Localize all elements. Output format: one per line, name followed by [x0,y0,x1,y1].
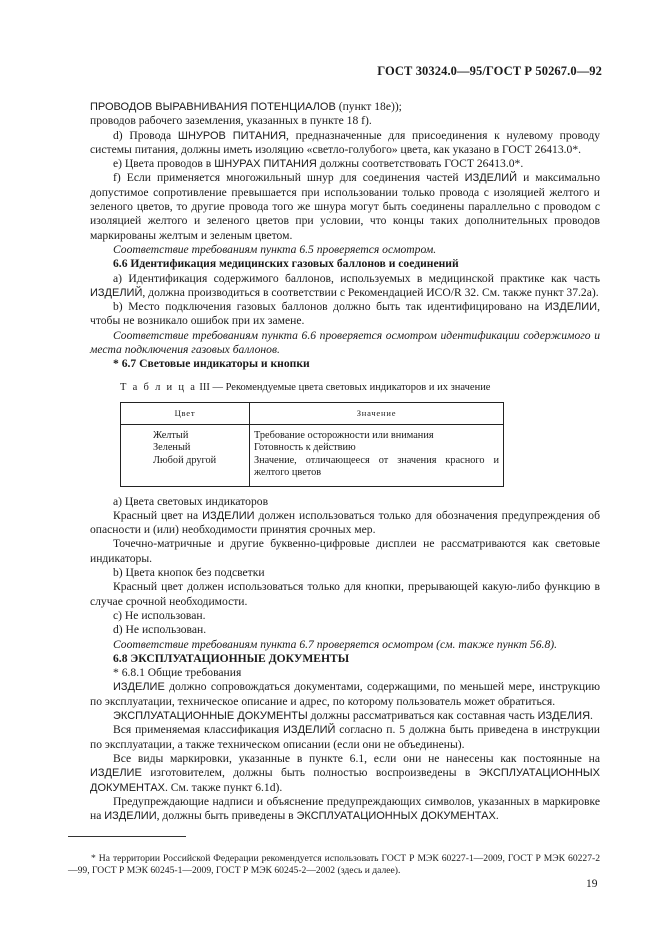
table-header-meaning: Значение [250,402,504,424]
compliance-6-5: Соответствие требованиям пункта 6.5 проверяется осмотром. [113,242,437,256]
paragraph-6-7-b: b) Цвета кнопок без подсветки [113,566,265,580]
caps-term: ИЗДЕЛИЙ [90,286,143,299]
footnote-divider [68,836,186,837]
caps-term: ШНУРОВ ПИТАНИЯ [177,129,287,142]
paragraph-markings: Все виды маркировки, указанные в пункте 6.1, если они не нанесены как постоянные на ИЗДЕЛИЕ изготовителем, должны быть полностью воспроизведены в ЭКСПЛУАТАЦИОННЫХ ДОКУМЕНТАХ. См. также пункт 6.1d). [90,751,600,794]
caps-term: ИЗДЕЛИИ [544,301,598,314]
paragraph-dot-matrix: Точечно-матричные и другие буквенно-цифровые дисплеи не рассматриваются как световые индикаторы. [90,537,600,565]
paragraph-docs-required: ИЗДЕЛИЕ должно сопровождаться документами, содержащими, по меньшей мере, инструкцию по эксплуатации, техническое описание и адрес, по которому пользователь может обратиться. [90,680,600,708]
table-row [121,424,504,486]
paragraph-6-7-d: d) Не использован. [113,623,207,637]
paragraph-6-6-a: a) Идентификация содержимого баллонов, используемых в медицинской практике как часть ИЗДЕЛИЙ, должна производиться в соответствии с Рекомендацией ИСО/R 32. См. также пункт 37.2a). [90,271,600,299]
table-cell-meanings [250,424,504,486]
table-header-color: Цвет [121,402,250,424]
paragraph-grounding: проводов рабочего заземления, указанных в пункте 18 f). [90,114,372,128]
caps-term: ЭКСПЛУАТАЦИОННЫХ ДОКУМЕНТАХ [296,810,496,823]
paragraph-classification: Вся применяемая классификация ИЗДЕЛИЙ согласно п. 5 должна быть приведена в инструкции по эксплуатации, а также техническом описании (если они не объединены). [90,723,600,751]
caps-term: ПРОВОДОВ ВЫРАВНИВАНИЯ ПОТЕНЦИАЛОВ [90,101,336,113]
compliance-6-7: Соответствие требованиям пункта 6.7 проверяется осмотром (см. также пункт 56.8). [113,637,558,651]
color-green: Зеленый [153,442,191,454]
document-body [90,100,600,823]
color-other: Любой другой [153,454,217,466]
caps-term: ЭКСПЛУАТАЦИОННЫЕ ДОКУМЕНТЫ [113,710,308,723]
table-cell-colors [121,424,250,486]
paragraph-docs-part: ЭКСПЛУАТАЦИОННЫЕ ДОКУМЕНТЫ должны рассматриваться как составная часть ИЗДЕЛИЯ. [113,709,593,723]
caps-term: ИЗДЕЛИЕ [90,767,142,780]
section-heading-6-8: 6.8 ЭКСПЛУАТАЦИОННЫЕ ДОКУМЕНТЫ [113,651,350,665]
paragraph-warnings: Предупреждающие надписи и объяснение предупреждающих символов, указанных в маркировке на ИЗДЕЛИИ, должны быть приведены в ЭКСПЛУАТАЦИОННЫХ ДОКУМЕНТАХ. [90,794,600,823]
footnote: * На территории Российской Федерации рекомендуется использовать ГОСТ Р МЭК 60227-1—2009, ГОСТ Р МЭК 60227-2—99, ГОСТ Р МЭК 60245-1—2009, ГОСТ Р МЭК 60245-2—2002 (здесь и далее). [68,852,600,876]
indicator-colors-table [120,402,504,487]
paragraph-item-f: f) Если применяется многожильный шнур для соединения частей ИЗДЕЛИЙ и максимально допустимое сопротивление превышается при использовании только провода с изоляцией желтого и зеленого цветов, то другие провода того же шнура могут быть соединены параллельно с проводом с изоляцией желтого и зеленого цветов при условии, что концы таких дополнительных проводов маркированы желтым и зеленым цветом. [90,171,600,242]
paragraph-equipotential: ПРОВОДОВ ВЫРАВНИВАНИЯ ПОТЕНЦИАЛОВ (пункт 18е)); [90,100,402,113]
caps-term: ШНУРАХ ПИТАНИЯ [214,158,317,171]
caps-term: ИЗДЕЛИИ [202,509,255,522]
paragraph-item-e: e) Цвета проводов в ШНУРАХ ПИТАНИЯ должны соответствовать ГОСТ 26413.0*. [113,157,524,171]
table-caption: Т а б л и ц а III — Рекомендуемые цвета световых индикаторов и их значение [120,381,491,393]
caps-term: ИЗДЕЛИЯ [537,710,591,723]
document-header: ГОСТ 30324.0—95/ГОСТ Р 50267.0—92 [377,64,602,78]
table-header-row [121,402,504,424]
meaning-other: Значение, отличающееся от значения красного и желтого цветов [254,454,499,479]
paragraph-item-d: d) Провода ШНУРОВ ПИТАНИЯ, предназначенные для присоединения к нулевому проводу системы питания, должны иметь изоляцию «светло-голубого» цвета, как указано в ГОСТ 26413.0*. [90,128,601,156]
compliance-6-6: Соответствие требованиям пункта 6.6 проверяется осмотром идентификации содержимого и места подключения газовых баллонов. [90,328,600,357]
paragraph-red-indicator: Красный цвет на ИЗДЕЛИИ должен использоваться только для обозначения предупреждения об опасности и (или) необходимости принятия срочных мер. [90,508,600,537]
meaning-green: Готовность к действию [254,442,356,454]
paragraph-red-button: Красный цвет должен использоваться только для кнопки, прерывающей какую-либо функцию в случае срочной необходимости. [90,580,600,608]
section-heading-6-6: 6.6 Идентификация медицинских газовых баллонов и соединений [113,257,459,271]
caps-term: ЭКСПЛУАТАЦИОННЫХ ДОКУМЕНТАХ [90,767,600,794]
caps-term: ИЗДЕЛИЙ [464,172,518,185]
section-heading-6-8-1: * 6.8.1 Общие требования [113,666,242,680]
caps-term: ИЗДЕЛИЕ [113,681,165,694]
section-heading-6-7: * 6.7 Световые индикаторы и кнопки [113,357,310,371]
color-yellow: Желтый [153,429,189,441]
paragraph-6-6-b: b) Место подключения газовых баллонов должно быть так идентифицировано на ИЗДЕЛИИ, чтобы не возникало ошибок при их замене. [90,300,600,328]
caps-term: ИЗДЕЛИЙ [283,724,336,737]
caps-term: ИЗДЕЛИИ [104,810,157,823]
paragraph-6-7-a: a) Цвета световых индикаторов [113,494,269,508]
paragraph-6-7-c: c) Не использован. [113,608,206,622]
meaning-yellow: Требование осторожности или внимания [254,429,434,441]
page-number: 19 [586,878,598,890]
